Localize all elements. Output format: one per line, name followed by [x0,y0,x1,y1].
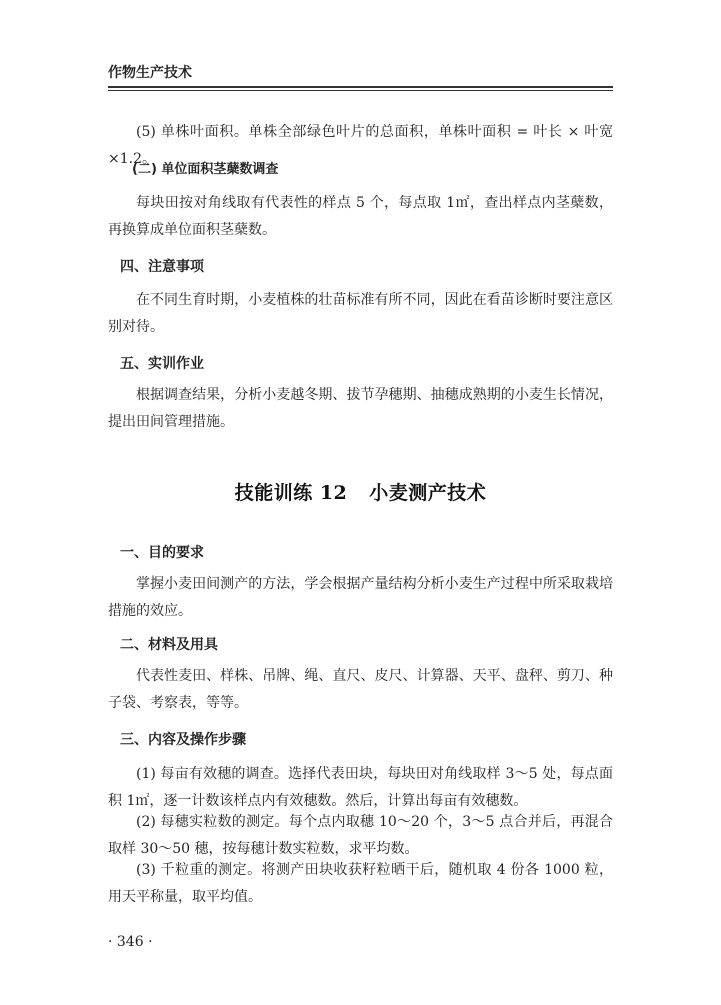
running-header-title: 作物生产技术 [108,65,192,81]
heading-goal: 一、目的要求 [120,545,204,561]
section-title [0,478,721,505]
page-number: · 346 · [108,934,153,950]
heading-notes: 四、注意事项 [120,259,204,275]
paragraph-materials: 代表性麦田、样株、吊牌、绳、直尺、皮尺、计算器、天平、盘秤、剪刀、种子袋、考察表，等等。 [108,668,613,711]
section-title-number: 技能训练 12 [234,482,348,504]
header-rule-thick [108,86,613,88]
section-title-name: 小麦测产技术 [369,482,487,504]
paragraph-step-1: (1) 每亩有效穗的调查。选择代表田块，每块田对角线取样 3～5 处，每点面积 1㎡，逐一计数该样点内有效穗数。然后，计算出每亩有效穗数。 [108,766,613,809]
heading-homework: 五、实训作业 [120,356,204,372]
paragraph-notes: 在不同生育时期，小麦植株的壮苗标准有所不同，因此在看苗诊断时要注意区别对待。 [108,292,613,335]
heading-materials: 二、材料及用具 [120,637,218,653]
paragraph-leaf-area: (5) 单株叶面积。单株全部绿色叶片的总面积，单株叶面积 = 叶长 × 叶宽 ×1.2。 [108,124,613,167]
paragraph-step-3: (3) 千粒重的测定。将测产田块收获籽粒晒干后，随机取 4 份各 1000 粒，用天平称量，取平均值。 [108,862,613,905]
paragraph-homework: 根据调查结果，分析小麦越冬期、拔节孕穗期、抽穗成熟期的小麦生长情况，提出田间管理措施。 [108,387,613,430]
subheading-tiller-survey: (二) 单位面积茎蘖数调查 [132,162,279,177]
header-rule-thin [108,90,613,91]
paragraph-step-2: (2) 每穗实粒数的测定。每个点内取穗 10～20 个，3～5 点合并后，再混合取样 30～50 穗，按每穗计数实粒数，求平均数。 [108,814,613,857]
heading-steps: 三、内容及操作步骤 [120,732,246,748]
paragraph-tiller-survey: 每块田按对角线取有代表性的样点 5 个，每点取 1㎡，查出样点内茎蘖数，再换算成单位面积茎蘖数。 [108,195,613,238]
paragraph-goal: 掌握小麦田间测产的方法，学会根据产量结构分析小麦生产过程中所采取栽培措施的效应。 [108,576,613,619]
